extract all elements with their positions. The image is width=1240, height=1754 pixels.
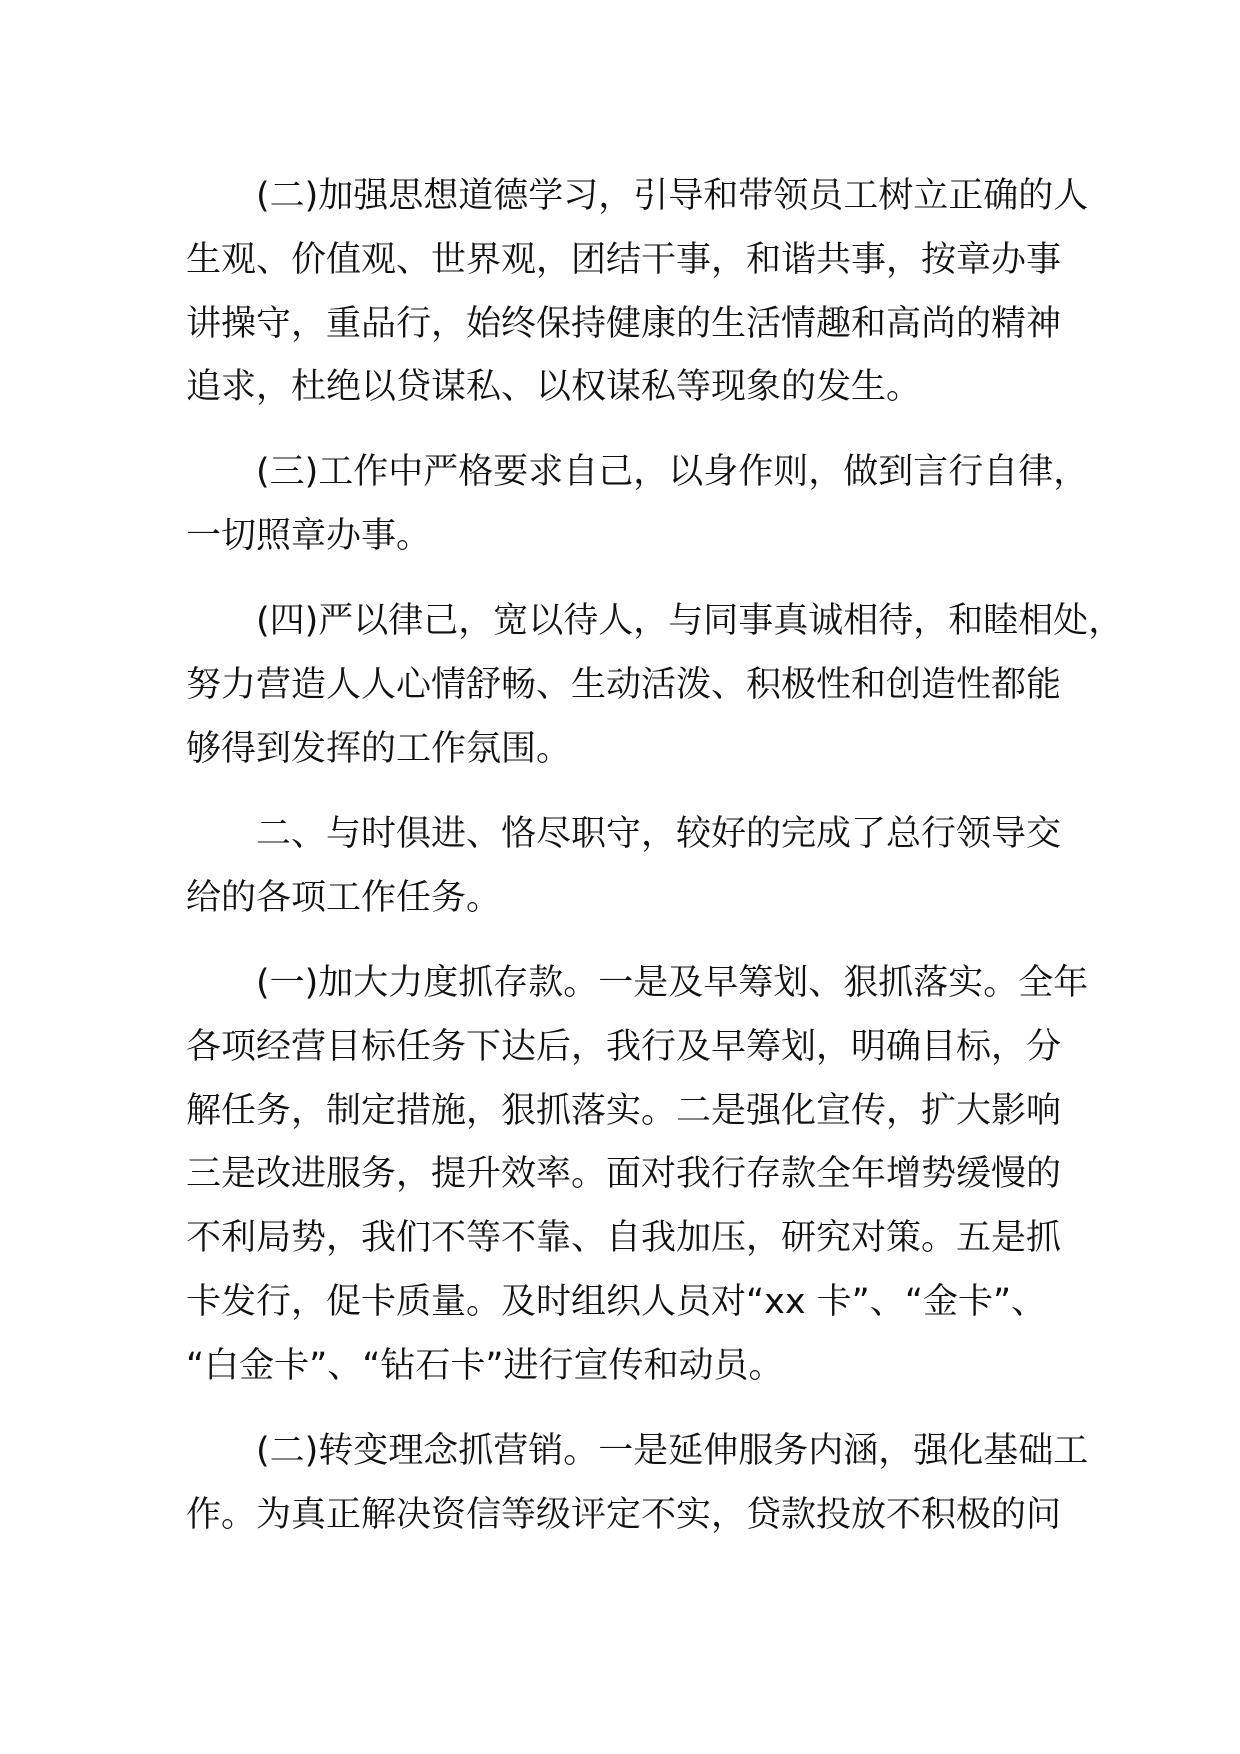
paragraph-deposit-line-2: 各项经营目标任务下达后，我行及早筹划，明确目标，分 [186, 1027, 1062, 1067]
paragraph-2-line-4: 追求，杜绝以贷谋私、以权谋私等现象的发生。 [186, 367, 922, 407]
paragraph-2-line-3: 讲操守，重品行，始终保持健康的生活情趣和高尚的精神 [186, 304, 1062, 344]
paragraph-deposit-line-3: 解任务，制定措施，狠抓落实。二是强化宣传，扩大影响 [186, 1091, 1062, 1131]
paragraph-4-line-1: (四)严以律己，宽以待人，与同事真诚相待，和睦相处， [256, 601, 1124, 641]
paragraph-4-line-3: 够得到发挥的工作氛围。 [186, 729, 572, 769]
paragraph-2-line-1: (二)加强思想道德学习，引导和带领员工树立正确的人 [256, 176, 1089, 216]
paragraph-deposit-line-4: 三是改进服务，提升效率。面对我行存款全年增势缓慢的 [186, 1154, 1062, 1194]
paragraph-2-line-2: 生观、价值观、世界观，团结干事，和谐共事，按章办事 [186, 240, 1062, 280]
section-heading-line-2: 给的各项工作任务。 [186, 878, 502, 918]
paragraph-deposit-line-7: “白金卡”、“钻石卡”进行宣传和动员。 [186, 1346, 784, 1386]
paragraph-3-line-1: (三)工作中严格要求自己，以身作则，做到言行自律， [256, 452, 1089, 492]
paragraph-3-line-2: 一切照章办事。 [186, 516, 432, 556]
section-heading-line-1: 二、与时俱进、恪尽职守，较好的完成了总行领导交 [256, 814, 1062, 854]
paragraph-marketing-line-1: (二)转变理念抓营销。一是延伸服务内涵，强化基础工 [256, 1431, 1089, 1471]
paragraph-deposit-line-5: 不利局势，我们不等不靠、自我加压，研究对策。五是抓 [186, 1218, 1062, 1258]
paragraph-4-line-2: 努力营造人人心情舒畅、生动活泼、积极性和创造性都能 [186, 665, 1062, 705]
paragraph-deposit-line-1: (一)加大力度抓存款。一是及早筹划、狠抓落实。全年 [256, 963, 1089, 1003]
paragraph-marketing-line-2: 作。为真正解决资信等级评定不实，贷款投放不积极的问 [186, 1495, 1062, 1535]
paragraph-deposit-line-6: 卡发行，促卡质量。及时组织人员对“xx 卡”、“金卡”、 [186, 1282, 1047, 1322]
